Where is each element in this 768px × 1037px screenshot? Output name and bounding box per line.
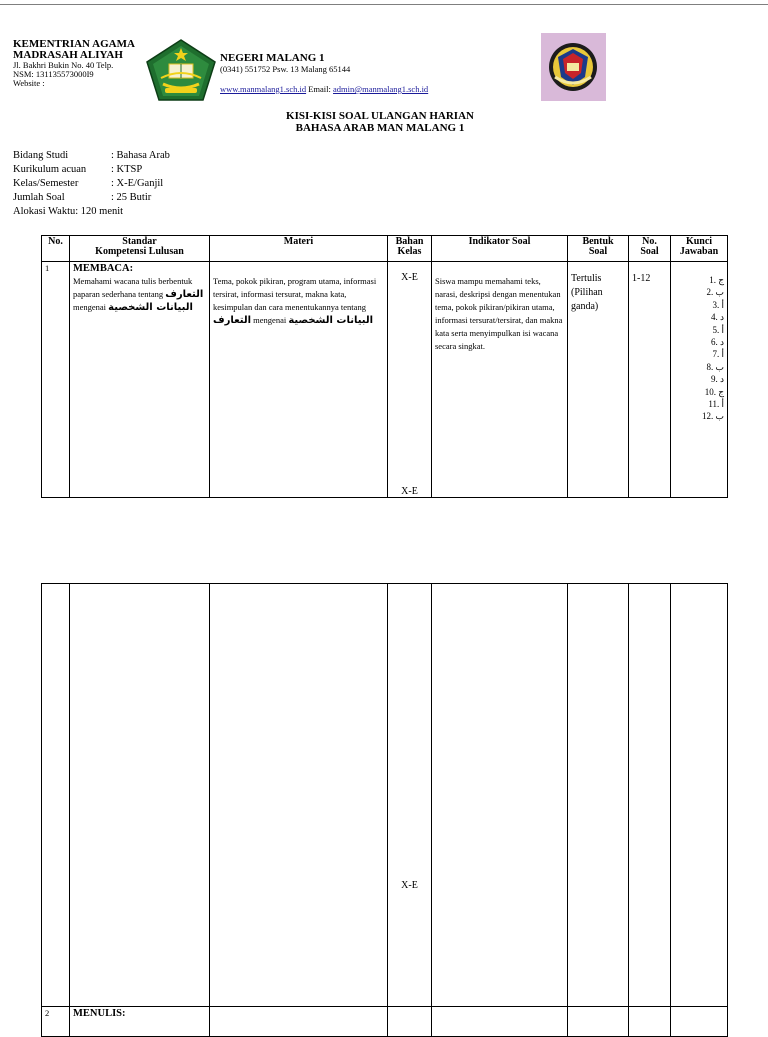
row-number	[42, 584, 70, 1007]
school-contact-links	[220, 84, 520, 94]
skl-cell	[70, 1007, 210, 1037]
kelas-value: X-E	[401, 272, 418, 283]
materi-cell	[210, 1007, 388, 1037]
info-value: : 120 menit	[75, 206, 124, 217]
table-header-row	[42, 236, 728, 262]
arabic-term: البيانات الشخصية	[288, 315, 374, 326]
skl-cell	[70, 584, 210, 1007]
skl-title: MENULIS:	[73, 1008, 126, 1019]
table-row	[42, 584, 728, 1007]
answer-key: 11. أ	[708, 399, 724, 410]
info-row-class	[13, 177, 170, 191]
info-row-subject	[13, 149, 170, 163]
school-nsm: NSM: 131135573000I9	[13, 69, 94, 79]
arabic-term: التعارف	[213, 315, 252, 326]
answer-key: 4. د	[710, 312, 724, 323]
info-key: Kelas/Semester	[13, 178, 79, 189]
title-line-1: KISI-KISI SOAL ULANGAN HARIAN	[286, 110, 474, 122]
kunci-cell	[671, 262, 728, 498]
materi-text: mengenai	[253, 315, 287, 325]
header-indikator: Indikator Soal	[432, 236, 568, 262]
table-row	[42, 262, 728, 498]
header-kunci: Kunci Jawaban	[671, 236, 728, 262]
email-label: Email:	[306, 84, 334, 94]
school-address: Jl. Bakhri Bukin No. 40 Telp.	[13, 60, 114, 70]
info-key: Kurikulum acuan	[13, 164, 87, 175]
kisi-kisi-table	[41, 235, 728, 498]
arabic-term: التعارف	[165, 289, 204, 300]
info-row-time	[13, 205, 170, 219]
answer-key: 12. ب	[702, 411, 724, 422]
materi-cell	[210, 584, 388, 1007]
answer-key: 7. أ	[712, 349, 724, 360]
bentuk-cell	[568, 1007, 629, 1037]
materi-cell	[210, 262, 388, 498]
answer-key: 10. ج	[704, 386, 724, 397]
nosoal-cell: 1-12	[629, 262, 671, 498]
ministry-name: KEMENTRIAN AGAMA	[13, 38, 135, 50]
indikator-cell	[432, 584, 568, 1007]
page-top-rule	[0, 4, 768, 5]
kelas-value: X-E	[401, 880, 418, 891]
row-number: 1	[42, 262, 70, 498]
indikator-cell	[432, 1007, 568, 1037]
header-bentuk: Bentuk Soal	[568, 236, 629, 262]
info-row-curriculum	[13, 163, 170, 177]
info-value: : Bahasa Arab	[111, 150, 170, 161]
kemenag-logo	[145, 38, 217, 102]
kisi-kisi-table-continued	[41, 583, 728, 1037]
info-value: : KTSP	[111, 164, 143, 175]
header-skl: Standar Kompetensi Lulusan	[70, 236, 210, 262]
skl-text: mengenai	[73, 302, 107, 312]
answer-key: 1. ج	[709, 275, 724, 285]
kelas-value-bottom: X-E	[401, 486, 418, 497]
info-value: : X-E/Ganjil	[111, 178, 164, 189]
school-emblem-icon	[541, 33, 606, 101]
row-number: 2	[42, 1007, 70, 1037]
kunci-cell	[671, 1007, 728, 1037]
skl-cell	[70, 262, 210, 498]
madrasah-name: MADRASAH ALIYAH	[13, 49, 123, 61]
materi-text: Tema, pokok pikiran, program utama, informasi tersirat, informasi tersurat, makna kata, kesimpulan dan cara menentukannya tentang	[213, 276, 377, 312]
header-no: No.	[42, 236, 70, 262]
kunci-cell	[671, 584, 728, 1007]
school-website-label: Website :	[13, 78, 45, 88]
school-phone: (0341) 551752 Psw. 13 Malang 65144	[220, 64, 351, 74]
info-key: Bidang Studi	[13, 150, 69, 161]
header-nosoal: No. Soal	[629, 236, 671, 262]
email-link[interactable]: admin@manmalang1.sch.id	[333, 84, 429, 94]
answer-key: 6. د	[710, 337, 724, 348]
skl-title: MEMBACA:	[73, 263, 134, 274]
exam-info	[13, 149, 170, 219]
bentuk-cell: Tertulis (Pilihan ganda)	[568, 262, 629, 498]
answer-key: 2. ب	[706, 287, 724, 298]
info-value: : 25 Butir	[111, 192, 152, 203]
nosoal-cell	[629, 584, 671, 1007]
answer-key: 5. أ	[712, 324, 724, 335]
school-header-left	[13, 39, 143, 88]
info-key: Jumlah Soal	[13, 192, 65, 203]
man-malang-logo	[541, 33, 606, 101]
header-materi: Materi	[210, 236, 388, 262]
skl-text: Memahami wacana tulis berbentuk paparan sederhana tentang	[73, 276, 193, 299]
answer-key: 9. د	[710, 374, 724, 385]
info-row-count	[13, 191, 170, 205]
arabic-term: البيانات الشخصية	[108, 302, 193, 313]
answer-key: 8. ب	[706, 361, 724, 372]
indikator-cell: Siswa mampu memahami teks, narasi, deskripsi dengan menentukan tema, pokok pikiran/pikiran utama, informasi tersurat/tersirat, dan makna kata serta menyimpulkan isi wacana secara singkat.	[432, 262, 568, 498]
table-row	[42, 1007, 728, 1037]
document-title	[200, 110, 560, 134]
school-name: NEGERI MALANG 1	[220, 52, 325, 64]
title-line-2: BAHASA ARAB MAN MALANG 1	[295, 122, 465, 134]
answer-key: 3. أ	[712, 299, 724, 310]
header-kelas: Bahan Kelas	[388, 236, 432, 262]
school-header-center	[220, 53, 520, 94]
kelas-cell	[388, 262, 432, 498]
kelas-cell	[388, 1007, 432, 1037]
bentuk-cell	[568, 584, 629, 1007]
info-key: Alokasi Waktu	[13, 206, 76, 217]
kelas-cell	[388, 584, 432, 1007]
website-link[interactable]: www.manmalang1.sch.id	[220, 84, 307, 94]
nosoal-cell	[629, 1007, 671, 1037]
